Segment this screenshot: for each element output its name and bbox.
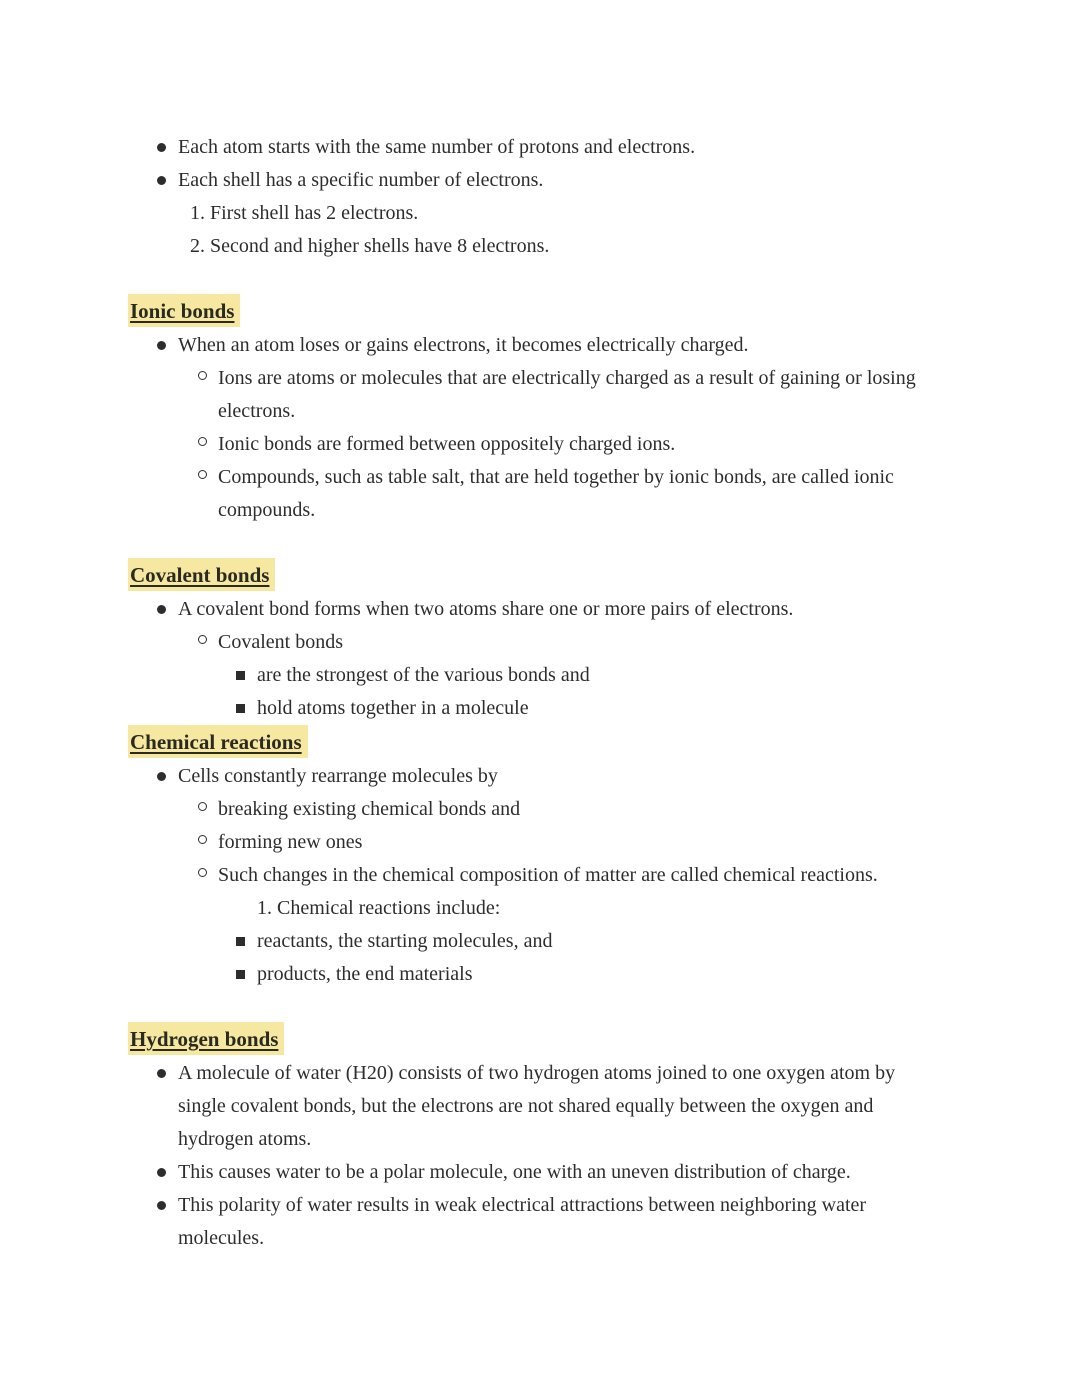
bullet-item bbox=[128, 1057, 946, 1156]
item-text: hold atoms together in a molecule bbox=[257, 697, 529, 719]
item-text: breaking existing chemical bonds and bbox=[218, 798, 521, 820]
section-heading: Covalent bonds bbox=[128, 558, 275, 591]
bullet-item bbox=[128, 1189, 946, 1255]
item-text: reactants, the starting molecules, and bbox=[257, 930, 553, 952]
circle-bullet-icon bbox=[198, 635, 207, 644]
item-text: Ions are atoms or molecules that are electrically charged as a result of gaining or losing electrons. bbox=[218, 367, 916, 422]
circle-bullet-icon bbox=[198, 371, 207, 380]
disc-bullet-icon bbox=[157, 772, 166, 781]
notes-content bbox=[128, 131, 946, 1255]
item-text: products, the end materials bbox=[257, 963, 473, 985]
bullet-item bbox=[128, 1156, 946, 1189]
item-text: Compounds, such as table salt, that are held together by ionic bonds, are called ionic compounds. bbox=[218, 466, 894, 521]
item-text: Covalent bonds bbox=[218, 631, 343, 653]
circle-bullet-icon bbox=[198, 437, 207, 446]
disc-bullet-icon bbox=[157, 341, 166, 350]
square-bullet-icon bbox=[236, 970, 245, 979]
bullet-item bbox=[128, 958, 946, 991]
numbered-item bbox=[128, 892, 946, 925]
item-text: Cells constantly rearrange molecules by bbox=[178, 765, 498, 787]
bullet-item bbox=[128, 329, 946, 362]
item-text: This polarity of water results in weak electrical attractions between neighboring water molecules. bbox=[178, 1194, 867, 1249]
bullet-item bbox=[128, 859, 946, 892]
bullet-item bbox=[128, 593, 946, 626]
square-bullet-icon bbox=[236, 704, 245, 713]
item-text: 1. Chemical reactions include: bbox=[257, 897, 501, 919]
item-text: are the strongest of the various bonds and bbox=[257, 664, 590, 686]
disc-bullet-icon bbox=[157, 143, 166, 152]
section-heading: Hydrogen bonds bbox=[128, 1022, 284, 1055]
bullet-item bbox=[128, 760, 946, 793]
section-heading-line bbox=[128, 1022, 946, 1057]
section-heading: Ionic bonds bbox=[128, 294, 240, 327]
disc-bullet-icon bbox=[157, 1201, 166, 1210]
item-text: Each shell has a specific number of electrons. bbox=[178, 169, 544, 191]
square-bullet-icon bbox=[236, 671, 245, 680]
section-heading-line bbox=[128, 725, 946, 760]
bullet-item bbox=[128, 626, 946, 659]
item-text: 2. Second and higher shells have 8 electrons. bbox=[190, 235, 550, 257]
circle-bullet-icon bbox=[198, 802, 207, 811]
item-text: A covalent bond forms when two atoms share one or more pairs of electrons. bbox=[178, 598, 794, 620]
item-text: This causes water to be a polar molecule, one with an uneven distribution of charge. bbox=[178, 1161, 851, 1183]
bullet-item bbox=[128, 925, 946, 958]
disc-bullet-icon bbox=[157, 176, 166, 185]
section-heading-line bbox=[128, 558, 946, 593]
disc-bullet-icon bbox=[157, 605, 166, 614]
bullet-item bbox=[128, 692, 946, 725]
numbered-item bbox=[128, 230, 946, 263]
bullet-item bbox=[128, 659, 946, 692]
disc-bullet-icon bbox=[157, 1069, 166, 1078]
bullet-item bbox=[128, 164, 946, 197]
bullet-item bbox=[128, 461, 946, 527]
numbered-item bbox=[128, 197, 946, 230]
section-heading: Chemical reactions bbox=[128, 725, 308, 758]
circle-bullet-icon bbox=[198, 835, 207, 844]
item-text: Such changes in the chemical composition of matter are called chemical reactions. bbox=[218, 864, 878, 886]
bullet-item bbox=[128, 131, 946, 164]
item-text: A molecule of water (H20) consists of two hydrogen atoms joined to one oxygen atom by single covalent bonds, but the electrons are not shared equally between the oxygen and hydrogen atoms. bbox=[178, 1062, 896, 1150]
bullet-item bbox=[128, 362, 946, 428]
item-text: When an atom loses or gains electrons, it becomes electrically charged. bbox=[178, 334, 749, 356]
disc-bullet-icon bbox=[157, 1168, 166, 1177]
circle-bullet-icon bbox=[198, 470, 207, 479]
circle-bullet-icon bbox=[198, 868, 207, 877]
section-heading-line bbox=[128, 294, 946, 329]
bullet-item bbox=[128, 793, 946, 826]
bullet-item bbox=[128, 428, 946, 461]
item-text: Ionic bonds are formed between oppositely charged ions. bbox=[218, 433, 676, 455]
item-text: Each atom starts with the same number of protons and electrons. bbox=[178, 136, 696, 158]
item-text: 1. First shell has 2 electrons. bbox=[190, 202, 419, 224]
item-text: forming new ones bbox=[218, 831, 363, 853]
bullet-item bbox=[128, 826, 946, 859]
square-bullet-icon bbox=[236, 937, 245, 946]
